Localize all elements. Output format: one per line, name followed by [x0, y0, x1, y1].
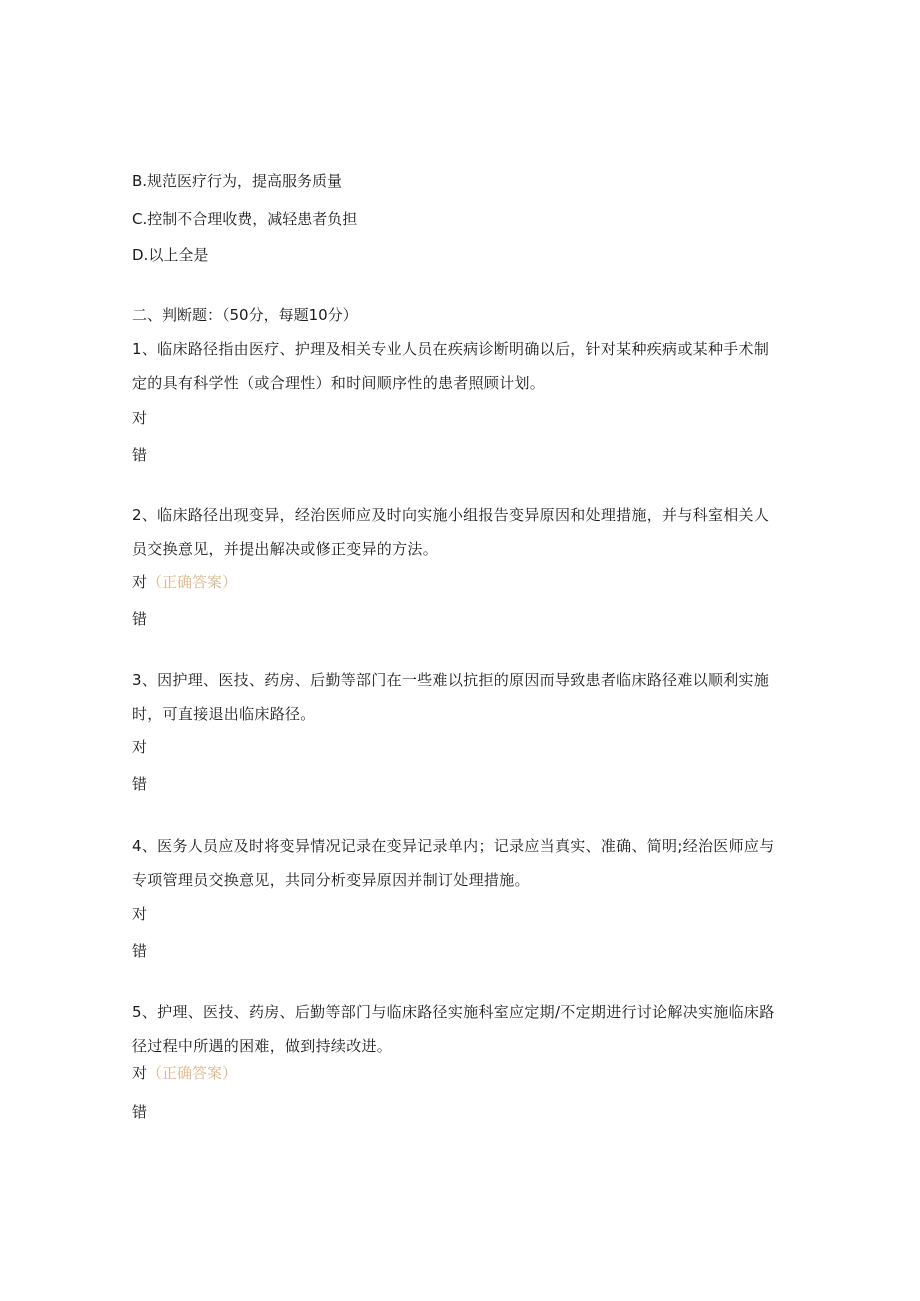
question-5-true-option[interactable]: [132, 1063, 237, 1083]
question-4-text: 4、医务人员应及时将变异情况记录在变异记录单内；记录应当真实、准确、简明;经治医师应与专项管理员交换意见，共同分析变异原因并制订处理措施。: [132, 837, 775, 889]
question-2-true-option[interactable]: [132, 572, 237, 592]
question-4-true-option[interactable]: [132, 904, 147, 924]
true-label: 对: [132, 738, 148, 756]
true-label: 对: [132, 1064, 148, 1082]
question-1-false-option[interactable]: 错: [132, 446, 148, 464]
correct-answer-tag: （正确答案）: [147, 1064, 238, 1082]
correct-answer-tag: （正确答案）: [147, 573, 238, 591]
true-label: 对: [132, 409, 148, 427]
question-3-true-option[interactable]: [132, 737, 147, 757]
question-1-text: 1、临床路径指由医疗、护理及相关专业人员在疾病诊断明确以后，针对某种疾病或某种手术制定的具有科学性（或合理性）和时间顺序性的患者照顾计划。: [132, 340, 770, 392]
question-4-false-option[interactable]: 错: [132, 942, 148, 960]
section-title: 二、判断题：（50分，每题10分）: [132, 306, 358, 324]
option-b[interactable]: B.规范医疗行为，提高服务质量: [132, 172, 343, 190]
question-1-true-option[interactable]: [132, 408, 147, 428]
question-5-false-option[interactable]: 错: [132, 1103, 148, 1121]
question-2-text: 2、临床路径出现变异，经治医师应及时向实施小组报告变异原因和处理措施，并与科室相关人员交换意见，并提出解决或修正变异的方法。: [132, 506, 770, 558]
question-3-false-option[interactable]: 错: [132, 775, 148, 793]
question-2-false-option[interactable]: 错: [132, 610, 148, 628]
true-label: 对: [132, 905, 148, 923]
option-d[interactable]: D.以上全是: [132, 246, 209, 264]
true-label: 对: [132, 573, 148, 591]
question-3-text: 3、因护理、医技、药房、后勤等部门在一些难以抗拒的原因而导致患者临床路径难以顺利实施时，可直接退出临床路径。: [132, 671, 770, 723]
option-c[interactable]: C.控制不合理收费，减轻患者负担: [132, 210, 358, 228]
question-5-text: 5、护理、医技、药房、后勤等部门与临床路径实施科室应定期/不定期进行讨论解决实施临床路径过程中所遇的困难，做到持续改进。: [132, 1003, 775, 1055]
